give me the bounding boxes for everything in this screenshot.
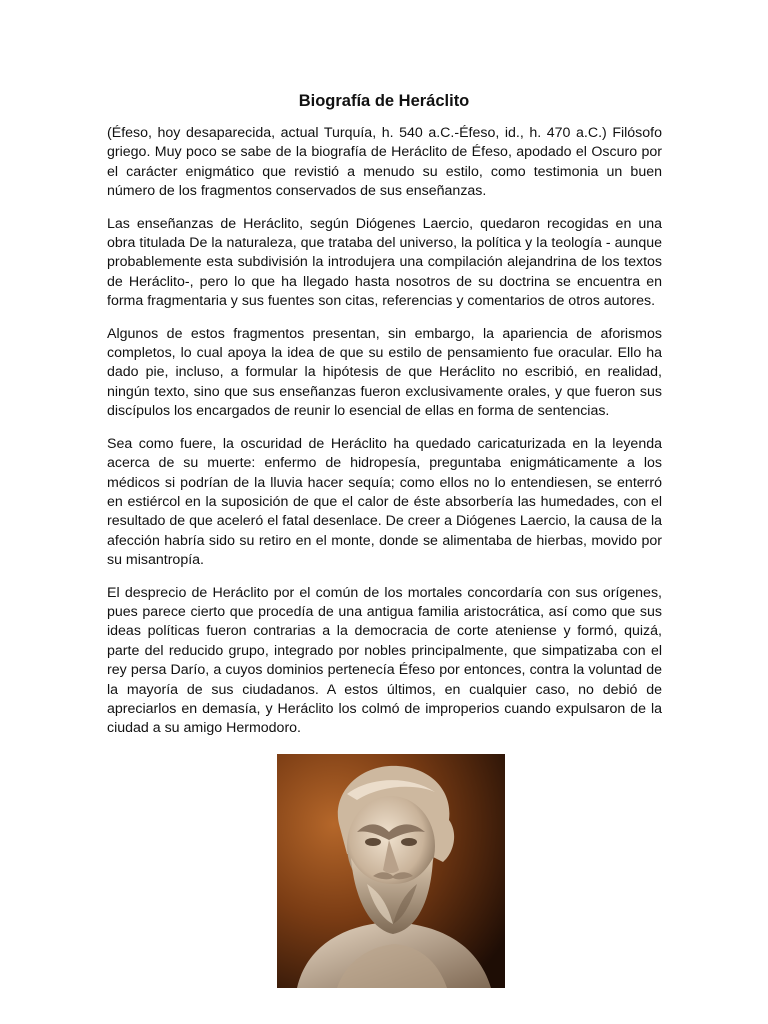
paragraph: Sea como fuere, la oscuridad de Heráclito ha quedado caricaturizada en la leyenda acerca de su muerte: enfermo de hidropesía, preguntaba enigmáticamente a los médicos si podrían de la lluvia hacer sequía; como ellos no lo entendiesen, se enterró en estiércol en la suposición de que el calor de éste absorbería las humedades, con el resultado de que aceleró el fatal desenlace. De creer a Diógenes Laercio, la causa de la afección habría sido su retiro en el monte, donde se alimentaba de hierbas, movido por su misantropía. — [107, 435, 662, 569]
paragraph: El desprecio de Heráclito por el común de los mortales concordaría con sus orígenes, pues parece cierto que procedía de una antigua familia aristocrática, así como que sus ideas políticas fueron contrarias a la democracia de corte ateniense y formó, quizá, parte del reducido grupo, integrado por nobles principalmente, que simpatizaba con el rey persa Darío, a cuyos dominios pertenecía Éfeso por entonces, contra la voluntad de la mayoría de sus ciudadanos. A estos últimos, en cualquier caso, no debió de apreciarlos en demasía, y Heráclito los colmó de improperios cuando expulsaron de la ciudad a su amigo Hermodoro. — [107, 584, 662, 737]
paragraph: (Éfeso, hoy desaparecida, actual Turquía, h. 540 a.C.-Éfeso, id., h. 470 a.C.) Filósofo griego. Muy poco se sabe de la biografía de Heráclito de Éfeso, apodado el Oscuro por el carácter enigmático que revistió a menudo su estilo, como testimonia un buen número de los fragmentos conservados de sus enseñanzas. — [107, 125, 662, 200]
paragraph: Algunos de estos fragmentos presentan, sin embargo, la apariencia de aforismos completos, lo cual apoya la idea de que su estilo de pensamiento fue oracular. Ello ha dado pie, incluso, a formular la hipótesis de que Heráclito no escribió, en realidad, ningún texto, sino que sus enseñanzas fueron exclusivamente orales, y que fueron sus discípulos los encargados de reunir lo esencial de ellas en forma de sentencias. — [107, 325, 662, 420]
heraclitus-bust-image — [277, 754, 505, 988]
document-title: Biografía de Heráclito — [298, 92, 470, 110]
document-body — [107, 124, 662, 752]
paragraph: Las enseñanzas de Heráclito, según Diógenes Laercio, quedaron recogidas en una obra titulada De la naturaleza, que trataba del universo, la política y la teología - aunque probablemente esta subdivisión la introdujera una compilación alejandrina de los textos de Heráclito-, pero lo que ha llegado hasta nosotros de su doctrina se encuentra en forma fragmentaria y sus fuentes son citas, referencias y comentarios de otros autores. — [107, 215, 662, 310]
bust-illustration — [277, 754, 505, 988]
